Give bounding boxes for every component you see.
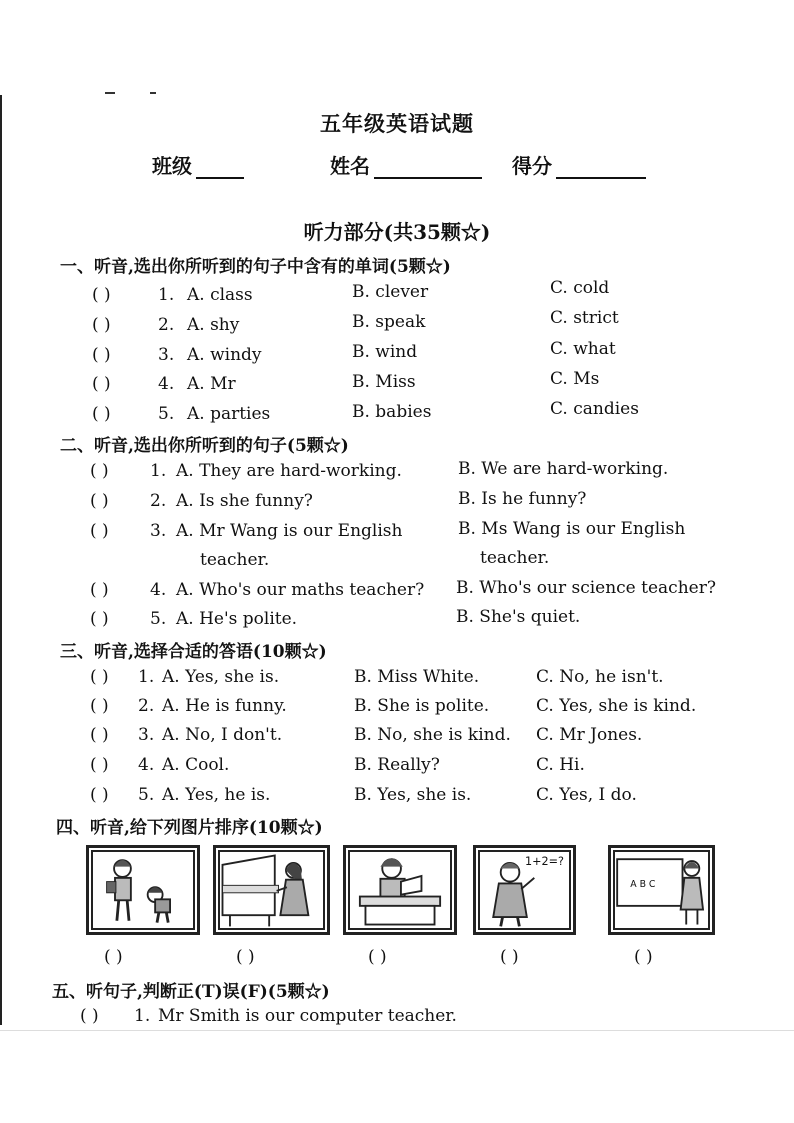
item-number: 2. bbox=[150, 491, 167, 511]
item-number: 2. bbox=[158, 315, 175, 335]
answer-paren[interactable]: ( ) bbox=[90, 521, 109, 541]
option-c: C. Hi. bbox=[536, 755, 585, 775]
section2-heading: 二、听音,选出你所听到的句子(5颗☆) bbox=[60, 436, 349, 456]
option-c: C. Yes, she is kind. bbox=[536, 696, 697, 716]
option-c: C. strict bbox=[550, 308, 619, 328]
picture-answer-paren[interactable]: ( ) bbox=[104, 947, 123, 967]
name-label: 姓名 bbox=[330, 154, 370, 178]
option-b: B. She's quiet. bbox=[456, 607, 581, 627]
picture-boy-reading-at-desk bbox=[343, 845, 457, 935]
item-number: 1. bbox=[158, 285, 175, 305]
board-text: A B C bbox=[630, 879, 656, 891]
scan-mark bbox=[150, 92, 156, 94]
answer-paren[interactable]: ( ) bbox=[90, 785, 109, 805]
option-c: C. candies bbox=[550, 399, 639, 419]
blackboard-teacher-illustration bbox=[611, 848, 712, 932]
option-a: A. class bbox=[187, 285, 253, 305]
section3-heading: 三、听音,选择合适的答语(10颗☆) bbox=[60, 642, 327, 662]
option-b: B. Ms Wang is our English bbox=[458, 519, 686, 539]
piano-illustration bbox=[216, 848, 327, 932]
score-blank[interactable] bbox=[556, 157, 646, 179]
answer-paren[interactable]: ( ) bbox=[92, 285, 111, 305]
option-b: B. Really? bbox=[354, 755, 440, 775]
board-text: 1+2=? bbox=[524, 854, 564, 868]
item-number: 3. bbox=[158, 345, 175, 365]
option-a: A. shy bbox=[187, 315, 240, 335]
item-number: 2. bbox=[138, 696, 155, 716]
answer-paren[interactable]: ( ) bbox=[90, 696, 109, 716]
option-a: A. parties bbox=[187, 404, 271, 424]
item-number: 4. bbox=[138, 755, 155, 775]
item-number: 4. bbox=[158, 374, 175, 394]
option-b-continued: teacher. bbox=[480, 548, 550, 568]
answer-paren[interactable]: ( ) bbox=[92, 315, 111, 335]
answer-paren[interactable]: ( ) bbox=[90, 725, 109, 745]
item-number: 1. bbox=[138, 667, 155, 687]
option-b: B. We are hard-working. bbox=[458, 459, 669, 479]
answer-paren[interactable]: ( ) bbox=[90, 667, 109, 687]
option-c: C. Mr Jones. bbox=[536, 725, 643, 745]
option-b: B. She is polite. bbox=[354, 696, 490, 716]
option-a: A. He's polite. bbox=[176, 609, 298, 629]
option-c: C. Yes, I do. bbox=[536, 785, 637, 805]
math-teacher-illustration bbox=[476, 848, 573, 932]
item-number: 1. bbox=[150, 461, 167, 481]
option-a: A. Who's our maths teacher? bbox=[176, 580, 425, 600]
option-a: A. He is funny. bbox=[162, 696, 287, 716]
name-blank[interactable] bbox=[374, 157, 482, 179]
option-a: A. Is she funny? bbox=[176, 491, 313, 511]
option-b: B. Miss bbox=[352, 372, 416, 392]
picture-two-children-greeting bbox=[86, 845, 200, 935]
score-field bbox=[512, 150, 646, 179]
picture-answer-paren[interactable]: ( ) bbox=[236, 947, 255, 967]
option-a: A. windy bbox=[187, 345, 262, 365]
picture-answer-paren[interactable]: ( ) bbox=[634, 947, 653, 967]
class-blank[interactable] bbox=[196, 157, 244, 179]
page-bottom-divider bbox=[0, 1030, 794, 1031]
score-label: 得分 bbox=[512, 154, 552, 178]
answer-paren[interactable]: ( ) bbox=[92, 404, 111, 424]
option-a: A. Cool. bbox=[162, 755, 230, 775]
name-field bbox=[330, 150, 482, 179]
class-field bbox=[152, 150, 244, 179]
option-b: B. Who's our science teacher? bbox=[456, 578, 716, 598]
picture-answer-paren[interactable]: ( ) bbox=[500, 947, 519, 967]
listening-part-title: 听力部分(共35颗☆) bbox=[303, 220, 491, 244]
picture-girl-playing-piano bbox=[213, 845, 330, 935]
option-c: C. Ms bbox=[550, 369, 600, 389]
item-number: 1. bbox=[134, 1006, 151, 1026]
page-title: 五年级英语试题 bbox=[320, 111, 474, 136]
statement-text: Mr Smith is our computer teacher. bbox=[158, 1006, 457, 1026]
option-b: B. speak bbox=[352, 312, 426, 332]
class-label: 班级 bbox=[152, 154, 192, 178]
answer-paren[interactable]: ( ) bbox=[92, 345, 111, 365]
option-a: A. They are hard-working. bbox=[176, 461, 402, 481]
option-a: A. Mr bbox=[187, 374, 236, 394]
answer-paren[interactable]: ( ) bbox=[90, 609, 109, 629]
option-b: B. Yes, she is. bbox=[354, 785, 472, 805]
option-a-continued: teacher. bbox=[200, 550, 270, 570]
section4-heading: 四、听音,给下列图片排序(10颗☆) bbox=[56, 818, 323, 838]
option-a: A. Yes, she is. bbox=[162, 667, 280, 687]
answer-paren[interactable]: ( ) bbox=[80, 1006, 99, 1026]
answer-paren[interactable]: ( ) bbox=[90, 461, 109, 481]
answer-paren[interactable]: ( ) bbox=[90, 755, 109, 775]
option-b: B. wind bbox=[352, 342, 418, 362]
item-number: 5. bbox=[150, 609, 167, 629]
option-b: B. clever bbox=[352, 282, 429, 302]
item-number: 3. bbox=[138, 725, 155, 745]
option-a: A. Mr Wang is our English bbox=[176, 521, 403, 541]
option-a: A. Yes, he is. bbox=[162, 785, 271, 805]
item-number: 4. bbox=[150, 580, 167, 600]
picture-woman-at-blackboard bbox=[608, 845, 715, 935]
option-c: C. what bbox=[550, 339, 616, 359]
item-number: 3. bbox=[150, 521, 167, 541]
scan-mark bbox=[105, 92, 115, 94]
option-b: B. No, she is kind. bbox=[354, 725, 511, 745]
answer-paren[interactable]: ( ) bbox=[92, 374, 111, 394]
section5-heading: 五、听句子,判断正(T)误(F)(5颗☆) bbox=[52, 982, 330, 1002]
option-a: A. No, I don't. bbox=[162, 725, 283, 745]
children-greeting-illustration bbox=[89, 848, 197, 932]
picture-man-teaching-math bbox=[473, 845, 576, 935]
option-c: C. cold bbox=[550, 278, 610, 298]
reading-boy-illustration bbox=[346, 848, 454, 932]
answer-paren[interactable]: ( ) bbox=[90, 491, 109, 511]
item-number: 5. bbox=[138, 785, 155, 805]
option-b: B. Is he funny? bbox=[458, 489, 587, 509]
answer-paren[interactable]: ( ) bbox=[90, 580, 109, 600]
picture-answer-paren[interactable]: ( ) bbox=[368, 947, 387, 967]
option-c: C. No, he isn't. bbox=[536, 667, 664, 687]
item-number: 5. bbox=[158, 404, 175, 424]
option-b: B. babies bbox=[352, 402, 432, 422]
section1-heading: 一、听音,选出你所听到的句子中含有的单词(5颗☆) bbox=[60, 257, 451, 277]
option-b: B. Miss White. bbox=[354, 667, 480, 687]
